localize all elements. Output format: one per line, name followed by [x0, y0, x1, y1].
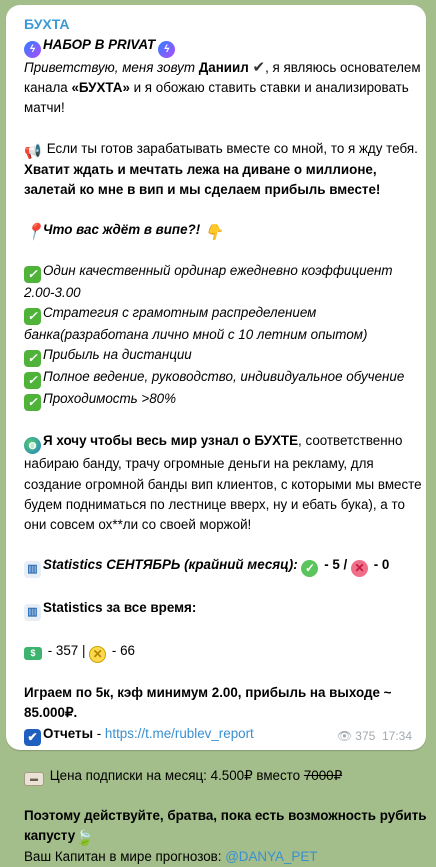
benefit-text: Прибыль на дистанции — [43, 347, 192, 363]
pointing-down-icon: 👇 — [203, 224, 223, 242]
price-label: Цена подписки на месяц: 4.500₽ вместо — [49, 767, 304, 783]
offer-line-1: Играем по 5к, кэф минимум 2.00, прибыль на выходе ~ — [24, 685, 392, 701]
pitch-line-3: залетай ко мне в вип и мы сделаем прибыль вместе! — [24, 181, 381, 197]
bar-chart-icon: ▥ — [24, 561, 41, 578]
intro-text: канала — [24, 80, 72, 96]
stats-month-wins: - 5 / — [320, 557, 351, 573]
heading-line — [24, 35, 426, 58]
message-meta — [337, 729, 412, 743]
author-name: Даниил — [198, 60, 249, 75]
mission-text: , соответственно — [298, 433, 403, 449]
benefit-text: Стратегия с грамотным распределением — [43, 305, 317, 321]
stats-month-label: Statistics СЕНТЯБРЬ (крайний месяц): — [43, 557, 298, 573]
stats-all — [24, 598, 426, 621]
stats-all-losses: - 66 — [108, 643, 135, 659]
check-box-icon: ✓ — [24, 308, 41, 325]
intro-line-1 — [24, 58, 426, 78]
benefit-item-cont: 2.00-3.00 — [24, 285, 81, 301]
mission-bold: Я хочу чтобы весь мир узнал о БУХТЕ — [43, 433, 299, 449]
check-mark-icon: ✔ — [252, 59, 266, 76]
messenger-icon: ϟ — [24, 41, 41, 58]
benefit-item — [24, 303, 426, 325]
globe-icon: ◍ — [24, 437, 41, 454]
benefit-item — [24, 389, 426, 411]
pushpin-icon: 📍 — [24, 224, 44, 242]
message-bubble — [6, 5, 427, 865]
stats-all-values — [24, 641, 426, 663]
eye-icon: 👁 — [337, 729, 353, 743]
stats-month-losses: - 0 — [369, 557, 390, 573]
mission-line-4: будем подниматься по лестнице вверх, ну и ебать бука), а то — [24, 496, 405, 512]
intro-text: и я обожаю ставить ставки и анализировать — [129, 80, 409, 96]
stats-month — [24, 555, 426, 578]
message-time: 17:34 — [381, 729, 412, 743]
credit-card-icon: ▬ — [24, 772, 44, 786]
leaf-icon: 🍃 — [75, 830, 94, 848]
old-price: 7000₽ — [303, 767, 343, 783]
bar-chart-icon: ▥ — [24, 604, 41, 621]
signature-line — [24, 847, 426, 867]
check-box-icon: ✓ — [24, 350, 41, 367]
signature-text: Ваш Капитан в мире прогнозов: — [24, 849, 226, 865]
benefit-text: Проходимость >80% — [43, 391, 177, 407]
heading-text: НАБОР В PRIVAT — [43, 37, 156, 52]
money-icon: $ — [24, 647, 42, 660]
benefit-item — [24, 367, 426, 389]
coin-icon: ✕ — [89, 646, 106, 663]
check-circle-icon: ✓ — [301, 560, 318, 577]
benefit-text: Полное ведение, руководство, индивидуальное обучение — [43, 369, 405, 385]
benefit-item-cont: банка(разработана лично мной с 10 летним опытом) — [24, 327, 368, 343]
benefit-item — [24, 345, 426, 367]
vip-heading — [24, 220, 426, 241]
offer-line-2: 85.000₽. — [24, 705, 78, 721]
channel-mention: «БУХТА» — [71, 80, 130, 96]
cross-icon: ✕ — [351, 560, 368, 577]
intro-line-2 — [24, 78, 426, 98]
reports-link[interactable]: https://t.me/rublev_report — [104, 725, 254, 741]
check-box-icon: ✓ — [24, 372, 41, 389]
blue-square-icon: ✔ — [24, 729, 41, 746]
pitch-text: Если ты готов зарабатывать вместе со мной, то я жду тебя. — [46, 140, 418, 156]
messenger-icon: ϟ — [158, 41, 175, 58]
intro-text: Приветствую, меня зовут — [24, 60, 199, 75]
stats-all-label: Statistics за все время: — [43, 600, 197, 616]
closing-text: капусту — [24, 828, 76, 844]
megaphone-icon: 📢 — [24, 142, 42, 159]
stats-all-wins: - 357 | — [44, 643, 90, 659]
mission-line-2: набираю банду, трачу огромные деньги на рекламу, для — [24, 456, 374, 472]
check-box-icon: ✓ — [24, 394, 41, 411]
benefit-text: Один качественный ординар ежедневно коэффициент — [43, 263, 393, 279]
pitch-line-1 — [24, 139, 426, 160]
vip-heading-text: Что вас ждёт в випе?! — [43, 222, 201, 238]
view-count: 375 — [355, 729, 376, 743]
intro-text: , я являюсь основателем — [265, 60, 421, 75]
reports-sep: - — [93, 725, 105, 741]
reports-label: Отчеты — [43, 725, 94, 741]
closing-line-2 — [24, 826, 426, 847]
check-box-icon: ✓ — [24, 266, 41, 283]
mission-line-5: они совсем ох**ли со своей моржой! — [24, 517, 252, 533]
mission-line-3: создание огромной банды вип клиентов, с которыми мы вместе — [24, 476, 422, 492]
closing-line-1: Поэтому действуйте, братва, пока есть возможность рубить — [24, 807, 427, 823]
channel-name[interactable]: БУХТА — [24, 16, 70, 32]
signature-handle[interactable]: @DANYA_PET — [225, 849, 318, 865]
intro-line-3: матчи! — [24, 100, 65, 116]
price-line — [24, 766, 426, 786]
pitch-line-2: Хватит ждать и мечтать лежа на диване о миллионе, — [24, 161, 377, 177]
benefit-item — [24, 261, 426, 283]
mission-line-1 — [24, 431, 426, 454]
